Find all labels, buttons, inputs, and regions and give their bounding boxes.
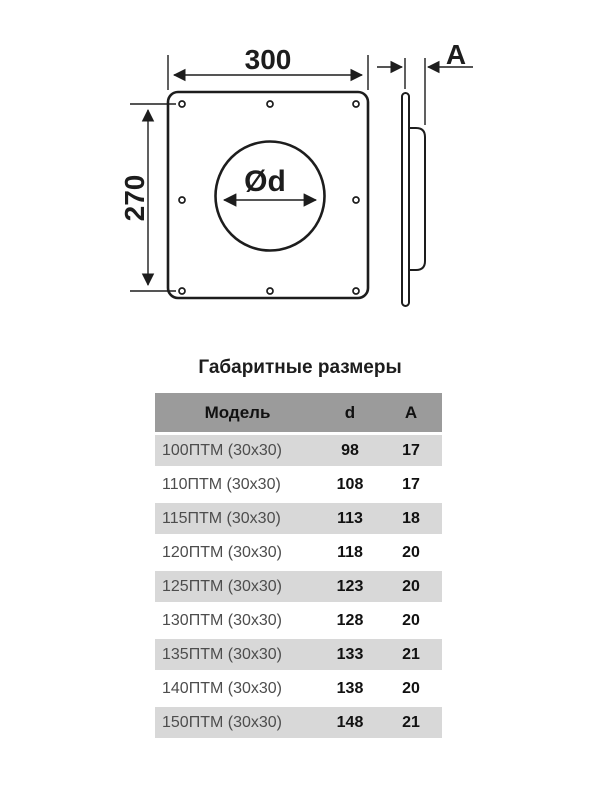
d-cell: 128 <box>320 605 380 636</box>
table-row <box>155 673 442 704</box>
model-cell: 150ПТМ (30x30) <box>155 707 320 738</box>
table-row <box>155 707 442 738</box>
table-row <box>155 605 442 636</box>
column-header-a: A <box>380 393 442 432</box>
model-cell: 130ПТМ (30x30) <box>155 605 320 636</box>
model-cell: 125ПТМ (30x30) <box>155 571 320 602</box>
hole-bottom-right <box>353 288 359 294</box>
model-cell: 115ПТМ (30x30) <box>155 503 320 534</box>
diameter-label: Ød <box>244 165 286 198</box>
depth-dimension <box>377 39 473 125</box>
model-cell: 120ПТМ (30x30) <box>155 537 320 568</box>
a-cell: 17 <box>380 435 442 466</box>
hole-mid-left <box>179 197 185 203</box>
a-cell: 20 <box>380 673 442 704</box>
model-cell: 110ПТМ (30x30) <box>155 469 320 500</box>
a-cell: 21 <box>380 639 442 670</box>
hole-bottom-center <box>267 288 273 294</box>
model-cell: 100ПТМ (30x30) <box>155 435 320 466</box>
table-row <box>155 537 442 568</box>
hole-top-right <box>353 101 359 107</box>
d-cell: 148 <box>320 707 380 738</box>
front-view <box>168 92 368 298</box>
height-dimension-label: 270 <box>119 174 150 222</box>
table-row <box>155 639 442 670</box>
width-dimension-label: 300 <box>244 44 292 75</box>
d-cell: 98 <box>320 435 380 466</box>
a-cell: 17 <box>380 469 442 500</box>
width-dimension <box>168 44 368 90</box>
table-row <box>155 503 442 534</box>
column-header-model: Модель <box>155 393 320 432</box>
side-plate-profile <box>402 93 409 306</box>
a-cell: 18 <box>380 503 442 534</box>
d-cell: 133 <box>320 639 380 670</box>
table-row <box>155 435 442 466</box>
depth-dimension-label: A <box>445 39 467 70</box>
a-cell: 21 <box>380 707 442 738</box>
side-view <box>402 93 425 306</box>
table-title: Габаритные размеры <box>198 357 402 378</box>
table-header-row <box>155 393 442 432</box>
hole-top-left <box>179 101 185 107</box>
dimensions-table <box>155 390 442 741</box>
d-cell: 138 <box>320 673 380 704</box>
a-cell: 20 <box>380 605 442 636</box>
hole-mid-right <box>353 197 359 203</box>
a-cell: 20 <box>380 571 442 602</box>
table-row <box>155 469 442 500</box>
hole-bottom-left <box>179 288 185 294</box>
a-cell: 20 <box>380 537 442 568</box>
model-cell: 140ПТМ (30x30) <box>155 673 320 704</box>
hole-top-center <box>267 101 273 107</box>
d-cell: 118 <box>320 537 380 568</box>
technical-drawing <box>0 0 600 345</box>
model-cell: 135ПТМ (30x30) <box>155 639 320 670</box>
d-cell: 113 <box>320 503 380 534</box>
d-cell: 123 <box>320 571 380 602</box>
table-row <box>155 571 442 602</box>
column-header-d: d <box>320 393 380 432</box>
d-cell: 108 <box>320 469 380 500</box>
